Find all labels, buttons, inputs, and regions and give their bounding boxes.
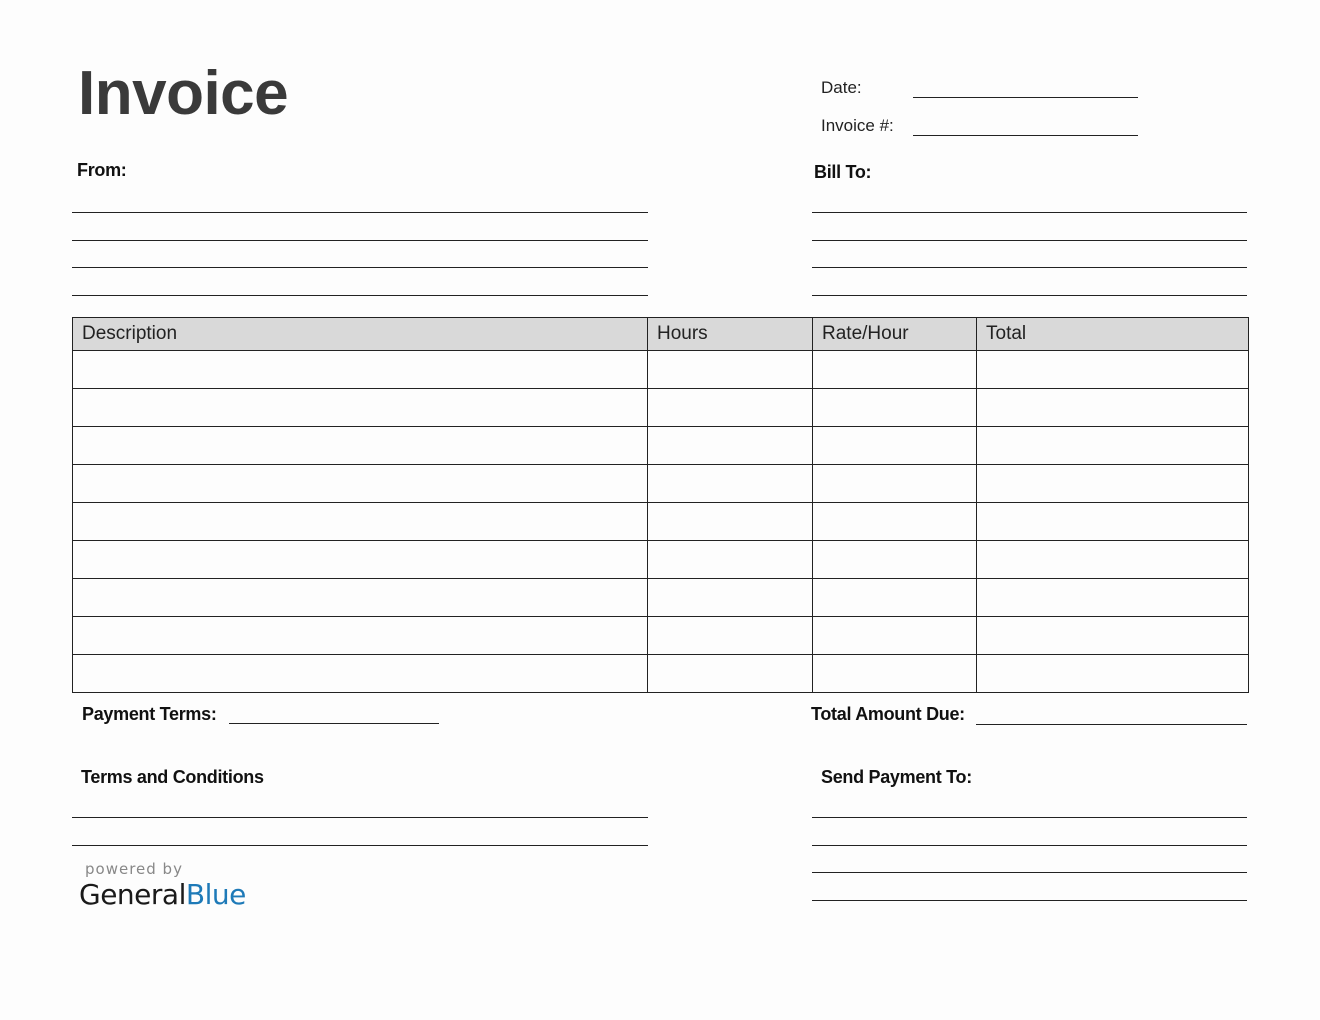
column-header-hours: Hours xyxy=(648,318,813,351)
description-cell[interactable] xyxy=(73,541,648,579)
hours-cell[interactable] xyxy=(648,427,813,465)
description-cell[interactable] xyxy=(73,579,648,617)
hours-cell[interactable] xyxy=(648,655,813,693)
send-payment-line[interactable] xyxy=(812,845,1247,846)
table-header-row xyxy=(73,318,1249,351)
total-cell[interactable] xyxy=(977,579,1249,617)
brand-blue: Blue xyxy=(185,878,246,911)
powered-by-text: powered by xyxy=(85,860,183,878)
table-row xyxy=(73,465,1249,503)
table-row xyxy=(73,351,1249,389)
rate-hour-cell[interactable] xyxy=(813,655,977,693)
table-row xyxy=(73,655,1249,693)
send-payment-line[interactable] xyxy=(812,872,1247,873)
total-cell[interactable] xyxy=(977,465,1249,503)
from-line[interactable] xyxy=(72,212,648,213)
rate-hour-cell[interactable] xyxy=(813,617,977,655)
table-row xyxy=(73,503,1249,541)
total-cell[interactable] xyxy=(977,389,1249,427)
invoice-number-label: Invoice #: xyxy=(821,116,894,135)
bill-to-line[interactable] xyxy=(812,212,1247,213)
total-amount-due-label: Total Amount Due: xyxy=(811,704,965,724)
from-line[interactable] xyxy=(72,240,648,241)
table-row xyxy=(73,389,1249,427)
hours-cell[interactable] xyxy=(648,579,813,617)
hours-cell[interactable] xyxy=(648,351,813,389)
description-cell[interactable] xyxy=(73,503,648,541)
hours-cell[interactable] xyxy=(648,465,813,503)
column-header-description: Description xyxy=(73,318,648,351)
date-field-line[interactable] xyxy=(913,97,1138,98)
brand-general: General xyxy=(79,878,186,911)
total-cell[interactable] xyxy=(977,351,1249,389)
rate-hour-cell[interactable] xyxy=(813,503,977,541)
description-cell[interactable] xyxy=(73,465,648,503)
send-payment-line[interactable] xyxy=(812,900,1247,901)
column-header-total: Total xyxy=(977,318,1249,351)
table-row xyxy=(73,427,1249,465)
from-label: From: xyxy=(77,160,127,180)
hours-cell[interactable] xyxy=(648,503,813,541)
from-line[interactable] xyxy=(72,267,648,268)
total-cell[interactable] xyxy=(977,541,1249,579)
description-cell[interactable] xyxy=(73,655,648,693)
rate-hour-cell[interactable] xyxy=(813,465,977,503)
send-payment-line[interactable] xyxy=(812,817,1247,818)
rate-hour-cell[interactable] xyxy=(813,541,977,579)
description-cell[interactable] xyxy=(73,351,648,389)
terms-line[interactable] xyxy=(72,845,648,846)
terms-and-conditions-label: Terms and Conditions xyxy=(81,767,264,787)
rate-hour-cell[interactable] xyxy=(813,389,977,427)
description-cell[interactable] xyxy=(73,389,648,427)
items-table xyxy=(72,317,1249,693)
send-payment-to-label: Send Payment To: xyxy=(821,767,972,787)
invoice-number-field-line[interactable] xyxy=(913,135,1138,136)
table-row xyxy=(73,617,1249,655)
hours-cell[interactable] xyxy=(648,617,813,655)
payment-terms-field-line[interactable] xyxy=(229,723,439,724)
description-cell[interactable] xyxy=(73,617,648,655)
bill-to-line[interactable] xyxy=(812,267,1247,268)
total-cell[interactable] xyxy=(977,655,1249,693)
generalblue-logo xyxy=(79,878,246,911)
terms-line[interactable] xyxy=(72,817,648,818)
description-cell[interactable] xyxy=(73,427,648,465)
total-cell[interactable] xyxy=(977,503,1249,541)
payment-terms-label: Payment Terms: xyxy=(82,704,217,724)
hours-cell[interactable] xyxy=(648,389,813,427)
table-row xyxy=(73,579,1249,617)
column-header-rate-hour: Rate/Hour xyxy=(813,318,977,351)
date-label: Date: xyxy=(821,78,862,97)
rate-hour-cell[interactable] xyxy=(813,427,977,465)
bill-to-label: Bill To: xyxy=(814,162,872,182)
total-cell[interactable] xyxy=(977,427,1249,465)
invoice-title: Invoice xyxy=(78,59,289,128)
total-amount-due-field-line[interactable] xyxy=(976,724,1247,725)
table-row xyxy=(73,541,1249,579)
hours-cell[interactable] xyxy=(648,541,813,579)
rate-hour-cell[interactable] xyxy=(813,351,977,389)
total-cell[interactable] xyxy=(977,617,1249,655)
bill-to-line[interactable] xyxy=(812,240,1247,241)
from-line[interactable] xyxy=(72,295,648,296)
bill-to-line[interactable] xyxy=(812,295,1247,296)
rate-hour-cell[interactable] xyxy=(813,579,977,617)
